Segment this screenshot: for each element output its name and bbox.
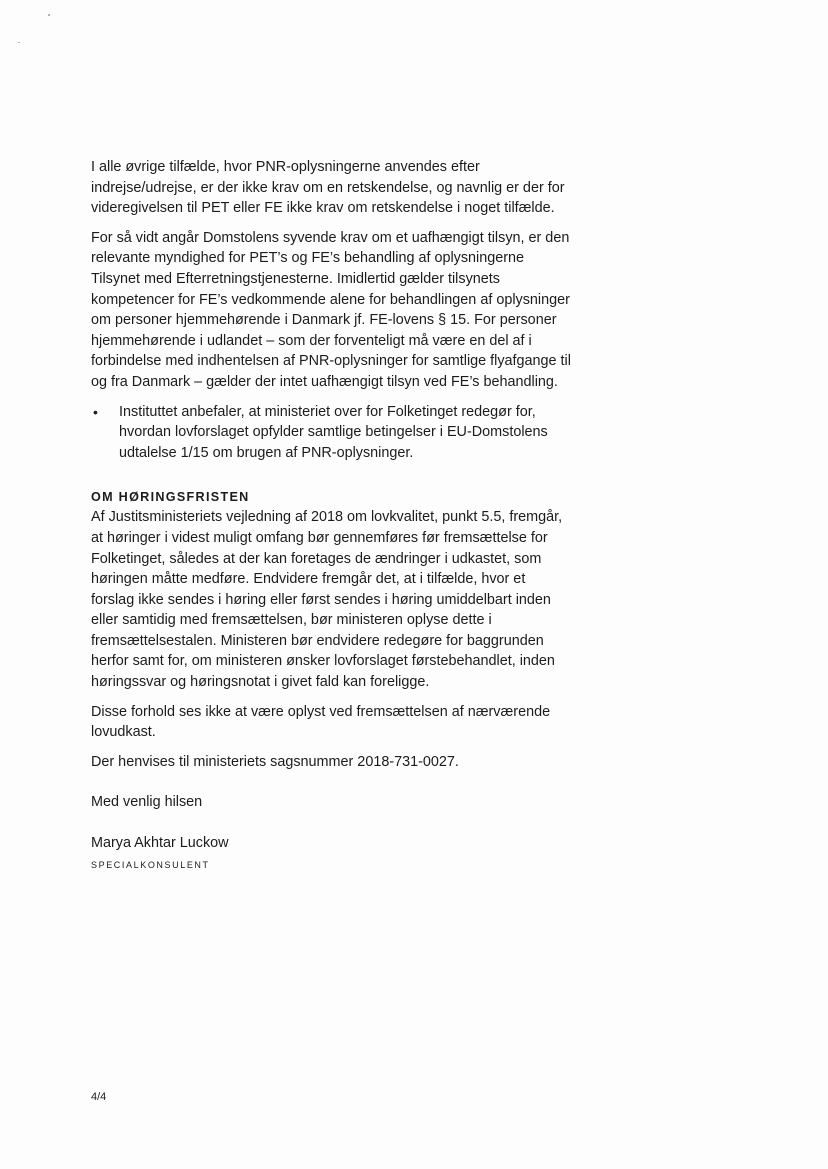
document-body [91,157,571,872]
paragraph: For så vidt angår Domstolens syvende krav om et uafhængigt tilsyn, er den relevante myndighed for PET’s og FE’s behandling af oplysningerne Tilsynet med Efterretningstjenesterne. Imidlertid gælder tilsynets kompetencer for FE’s vedkommende alene for behandlingen af oplysninger om personer hjemmehørende i Danmark jf. FE-lovens § 15. For personer hjemmehørende i udlandet – som der forventeligt må være en del af i forbindelse med indhentelsen af PNR-oplysninger for samtlige flyafgange til og fra Danmark – gælder der intet uafhængigt tilsyn ved FE’s behandling. [91,229,571,390]
signer-name: Marya Akhtar Luckow [91,835,229,852]
bullet-icon: • [93,403,98,420]
paragraph: Af Justitsministeriets vejledning af 2018 om lovkvalitet, punkt 5.5, fremgår, at høringer i videst muligt omfang bør gennemføres før fremsættelse for Folketinget, således at der kan foretages de ændringer i udkastet, som høringen måtte medføre. Endvidere fremgår det, at i tilfælde, hvor et forslag ikke sendes i høring eller først sendes i høring umiddelbart inden eller samtidig med fremsættelsen, bør ministeren oplyse dette i fremsættelsestalen. Ministeren bør endvidere redegøre for baggrunden herfor samt for, om ministeren ønsker lovforslaget førstebehandlet, inden høringssvar og høringsnotat i givet fald kan foreligge. [91,509,563,691]
closing-greeting: Med venlig hilsen [91,794,203,811]
signer-title: SPECIALKONSULENT [91,859,210,870]
section-heading: OM HØRINGSFRISTEN [91,490,250,505]
page-number: 4/4 [91,1091,107,1103]
scan-speck [18,42,20,43]
bullet-text: Instituttet anbefaler, at ministeriet over for Folketinget redegør for, hvordan lovforslaget opfylder samtlige betingelser i EU-Domstolens udtalelse 1/15 om brugen af PNR-oplysninger. [119,403,548,461]
paragraph: I alle øvrige tilfælde, hvor PNR-oplysningerne anvendes efter indrejse/udrejse, er der ikke krav om en retskendelse, og navnlig er der for videregivelsen til PET eller FE ikke krav om retskendelse i noget tilfælde. [91,159,565,217]
paragraph: Der henvises til ministeriets sagsnummer 2018-731-0027. [91,753,459,770]
scan-speck [48,14,50,16]
paragraph: Disse forhold ses ikke at være oplyst ved fremsættelsen af nærværende lovudkast. [91,703,551,741]
bullet-item [91,402,571,464]
closing-block [91,792,571,871]
